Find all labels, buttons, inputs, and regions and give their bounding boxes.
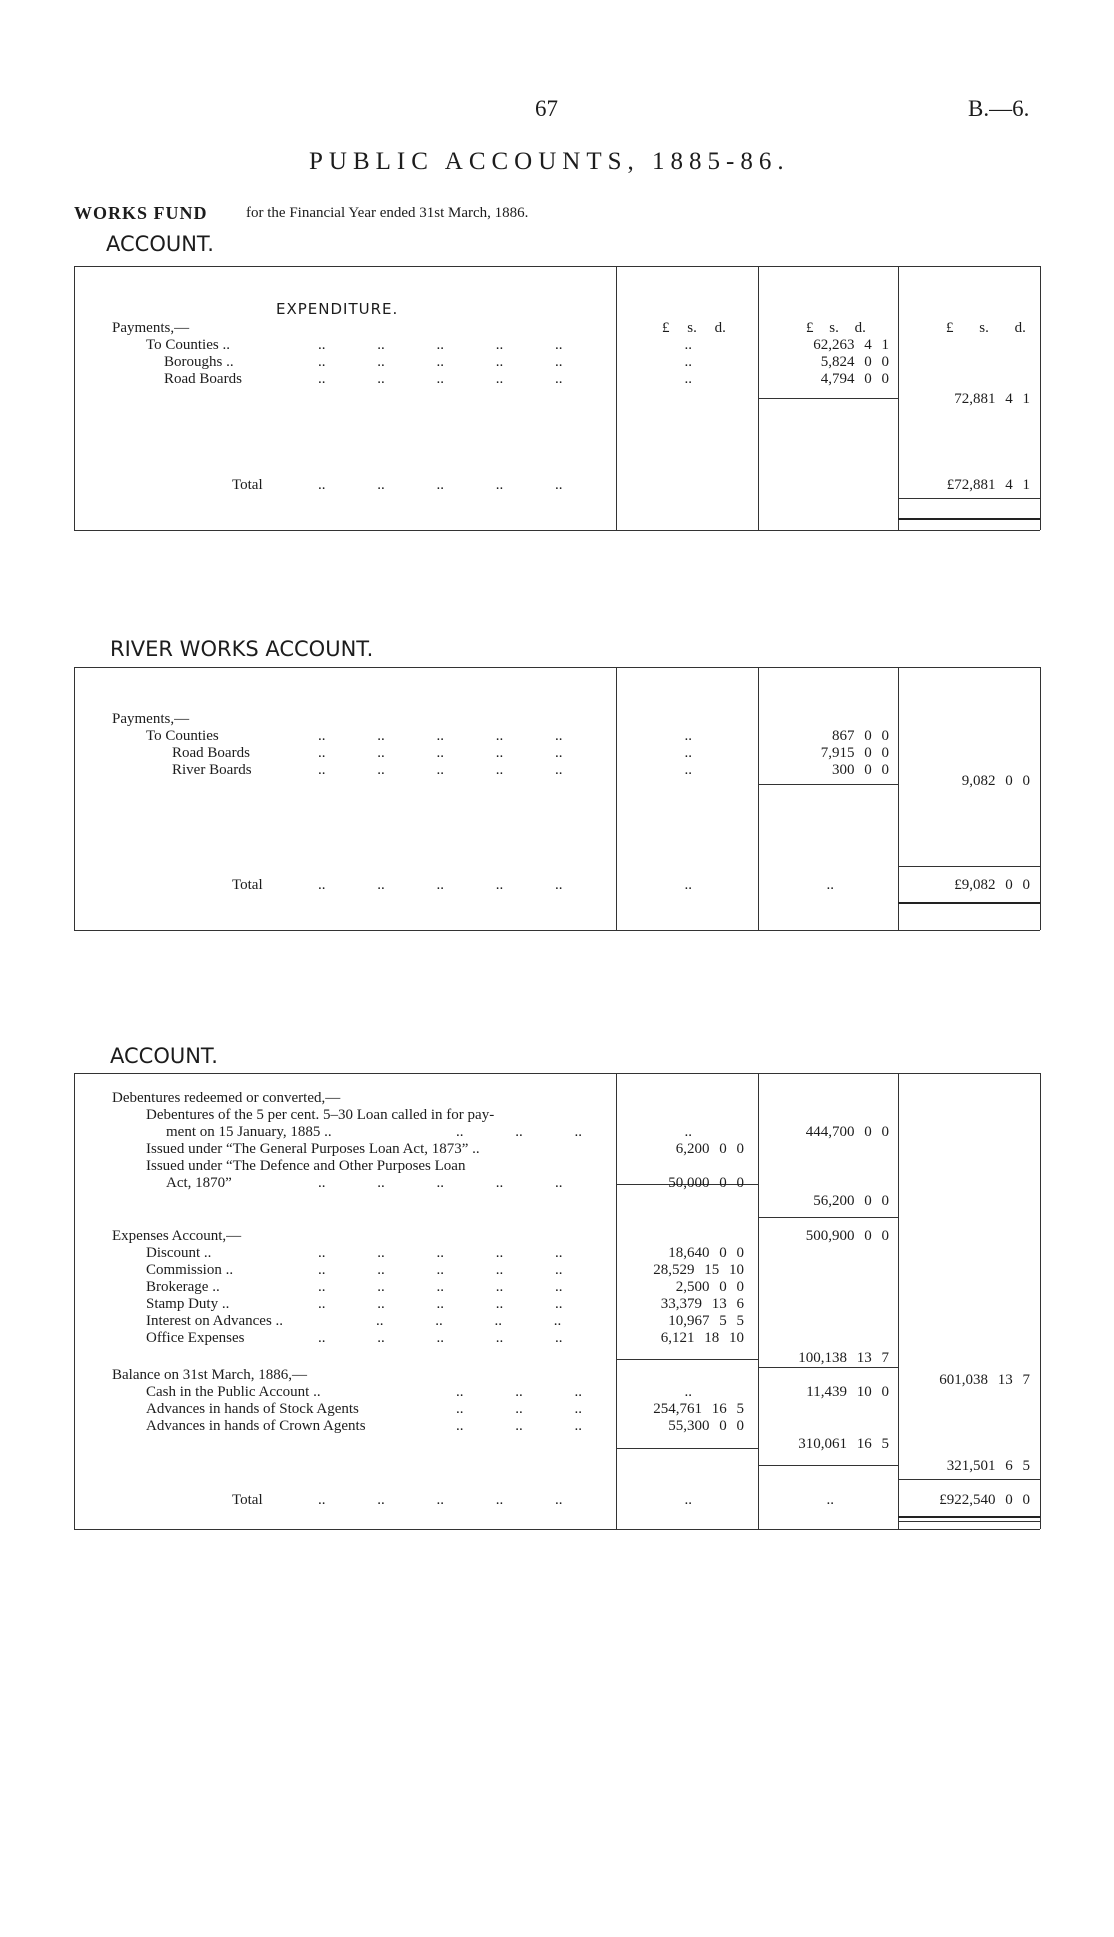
leader-dots: .. .. .. .. .. — [318, 1262, 563, 1278]
amount-cell: 7,915 0 0 — [820, 745, 889, 761]
group-label: Payments,— — [112, 320, 190, 336]
subtotal-cell: 321,501 6 5 — [946, 1458, 1030, 1474]
group-label: Debentures redeemed or converted,— — [112, 1090, 341, 1106]
row-label: Road Boards — [172, 745, 250, 761]
row-label: Issued under “The Defence and Other Purposes Loan — [146, 1158, 466, 1174]
subtotal-cell: 72,881 4 1 — [954, 391, 1030, 407]
amount-cell: 28,529 15 10 — [653, 1262, 744, 1278]
amount-cell: .. — [684, 1124, 692, 1140]
page-number: 67 — [535, 96, 558, 121]
amount-cell: 6,200 0 0 — [675, 1141, 744, 1157]
leader-dots: .. .. .. .. .. — [318, 371, 563, 387]
column-heading: EXPENDITURE. — [276, 300, 399, 318]
leader-dots: .. .. .. — [456, 1401, 582, 1417]
river-works-heading: RIVER WORKS ACCOUNT. — [110, 637, 374, 661]
amount-cell: 300 0 0 — [832, 762, 889, 778]
row-label: Discount .. — [146, 1245, 212, 1261]
amount-cell: 254,761 16 5 — [653, 1401, 744, 1417]
loan-account-heading: ACCOUNT. — [110, 1044, 218, 1068]
subtotal-cell: 56,200 0 0 — [813, 1193, 889, 1209]
row-label: ment on 15 January, 1885 .. — [166, 1124, 332, 1140]
leader-dots: .. .. .. .. .. — [318, 477, 563, 493]
total-cell: .. — [684, 1492, 692, 1508]
row-label: Debentures of the 5 per cent. 5–30 Loan called in for pay- — [146, 1107, 495, 1123]
leader-dots: .. .. .. .. — [376, 1313, 562, 1329]
amount-cell: 11,439 10 0 — [806, 1384, 889, 1400]
currency-header: £ s. d. — [662, 320, 726, 336]
amount-cell: .. — [684, 337, 692, 353]
row-label: Brokerage .. — [146, 1279, 220, 1295]
row-label: To Counties .. — [146, 337, 230, 353]
row-label: Boroughs .. — [164, 354, 234, 370]
total-cell: .. — [684, 877, 692, 893]
amount-cell: 33,379 13 6 — [660, 1296, 744, 1312]
amount-cell: .. — [684, 728, 692, 744]
row-label: Cash in the Public Account .. — [146, 1384, 321, 1400]
amount-cell: 444,700 0 0 — [805, 1124, 889, 1140]
currency-header: £ s. d. — [946, 320, 1026, 336]
amount-cell: .. — [684, 1384, 692, 1400]
leader-dots: .. .. .. .. .. — [318, 1492, 563, 1508]
leader-dots: .. .. .. .. .. — [318, 1245, 563, 1261]
leader-dots: .. .. .. .. .. — [318, 728, 563, 744]
row-label: Issued under “The General Purposes Loan Act, 1873” .. — [146, 1141, 480, 1157]
group-label: Balance on 31st March, 1886,— — [112, 1367, 307, 1383]
amount-cell: 2,500 0 0 — [675, 1279, 744, 1295]
row-label: Act, 1870” — [166, 1175, 232, 1191]
leader-dots: .. .. .. — [456, 1418, 582, 1434]
amount-cell: 10,967 5 5 — [668, 1313, 744, 1329]
leader-dots: .. .. .. .. .. — [318, 1279, 563, 1295]
amount-cell: 55,300 0 0 — [668, 1418, 744, 1434]
amount-cell: 6,121 18 10 — [660, 1330, 744, 1346]
group-label: Expenses Account,— — [112, 1228, 242, 1244]
total-cell: .. — [826, 1492, 834, 1508]
leader-dots: .. .. .. — [456, 1124, 582, 1140]
leader-dots: .. .. .. .. .. — [318, 1330, 563, 1346]
currency-header: £ s. d. — [806, 320, 866, 336]
total-label: Total — [232, 1492, 263, 1508]
total-cell: £72,881 4 1 — [946, 477, 1030, 493]
amount-cell: 18,640 0 0 — [668, 1245, 744, 1261]
amount-cell: .. — [684, 371, 692, 387]
row-label: Interest on Advances .. — [146, 1313, 284, 1329]
main-title: PUBLIC ACCOUNTS, 1885-86. — [309, 148, 790, 175]
works-account-heading: ACCOUNT. — [106, 232, 214, 256]
fund-subtitle: for the Financial Year ended 31st March, 1886. — [246, 205, 529, 221]
subtotal-cell: 310,061 16 5 — [798, 1436, 889, 1452]
amount-cell: 5,824 0 0 — [820, 354, 889, 370]
subtotal-cell: 100,138 13 7 — [798, 1350, 889, 1366]
total-cell: £9,082 0 0 — [954, 877, 1030, 893]
leader-dots: .. .. .. .. .. — [318, 877, 563, 893]
leader-dots: .. .. .. .. .. — [318, 745, 563, 761]
leader-dots: .. .. .. .. .. — [318, 762, 563, 778]
group-label: Payments,— — [112, 711, 190, 727]
page-reference: B.—6. — [968, 96, 1030, 121]
amount-cell: 867 0 0 — [832, 728, 889, 744]
leader-dots: .. .. .. .. .. — [318, 337, 563, 353]
total-cell: .. — [826, 877, 834, 893]
subtotal-cell: 500,900 0 0 — [805, 1228, 889, 1244]
row-label: Advances in hands of Crown Agents — [146, 1418, 366, 1434]
total-label: Total — [232, 477, 263, 493]
amount-cell: .. — [684, 762, 692, 778]
amount-cell: 62,263 4 1 — [813, 337, 889, 353]
leader-dots: .. .. .. .. .. — [318, 354, 563, 370]
leader-dots: .. .. .. .. .. — [318, 1175, 563, 1191]
leader-dots: .. .. .. — [456, 1384, 582, 1400]
row-label: Commission .. — [146, 1262, 234, 1278]
subtotal-cell: 9,082 0 0 — [961, 773, 1030, 789]
leader-dots: .. .. .. .. .. — [318, 1296, 563, 1312]
row-label: Office Expenses — [146, 1330, 245, 1346]
row-label: To Counties — [146, 728, 219, 744]
amount-cell: .. — [684, 354, 692, 370]
row-label: Stamp Duty .. — [146, 1296, 230, 1312]
amount-cell: 50,000 0 0 — [668, 1175, 744, 1191]
row-label: Road Boards — [164, 371, 242, 387]
amount-cell: .. — [684, 745, 692, 761]
total-cell: £922,540 0 0 — [939, 1492, 1030, 1508]
fund-title: WORKS FUND — [74, 203, 208, 223]
subtotal-cell: 601,038 13 7 — [939, 1372, 1030, 1388]
total-label: Total — [232, 877, 263, 893]
amount-cell: 4,794 0 0 — [820, 371, 889, 387]
row-label: River Boards — [172, 762, 252, 778]
row-label: Advances in hands of Stock Agents — [146, 1401, 359, 1417]
